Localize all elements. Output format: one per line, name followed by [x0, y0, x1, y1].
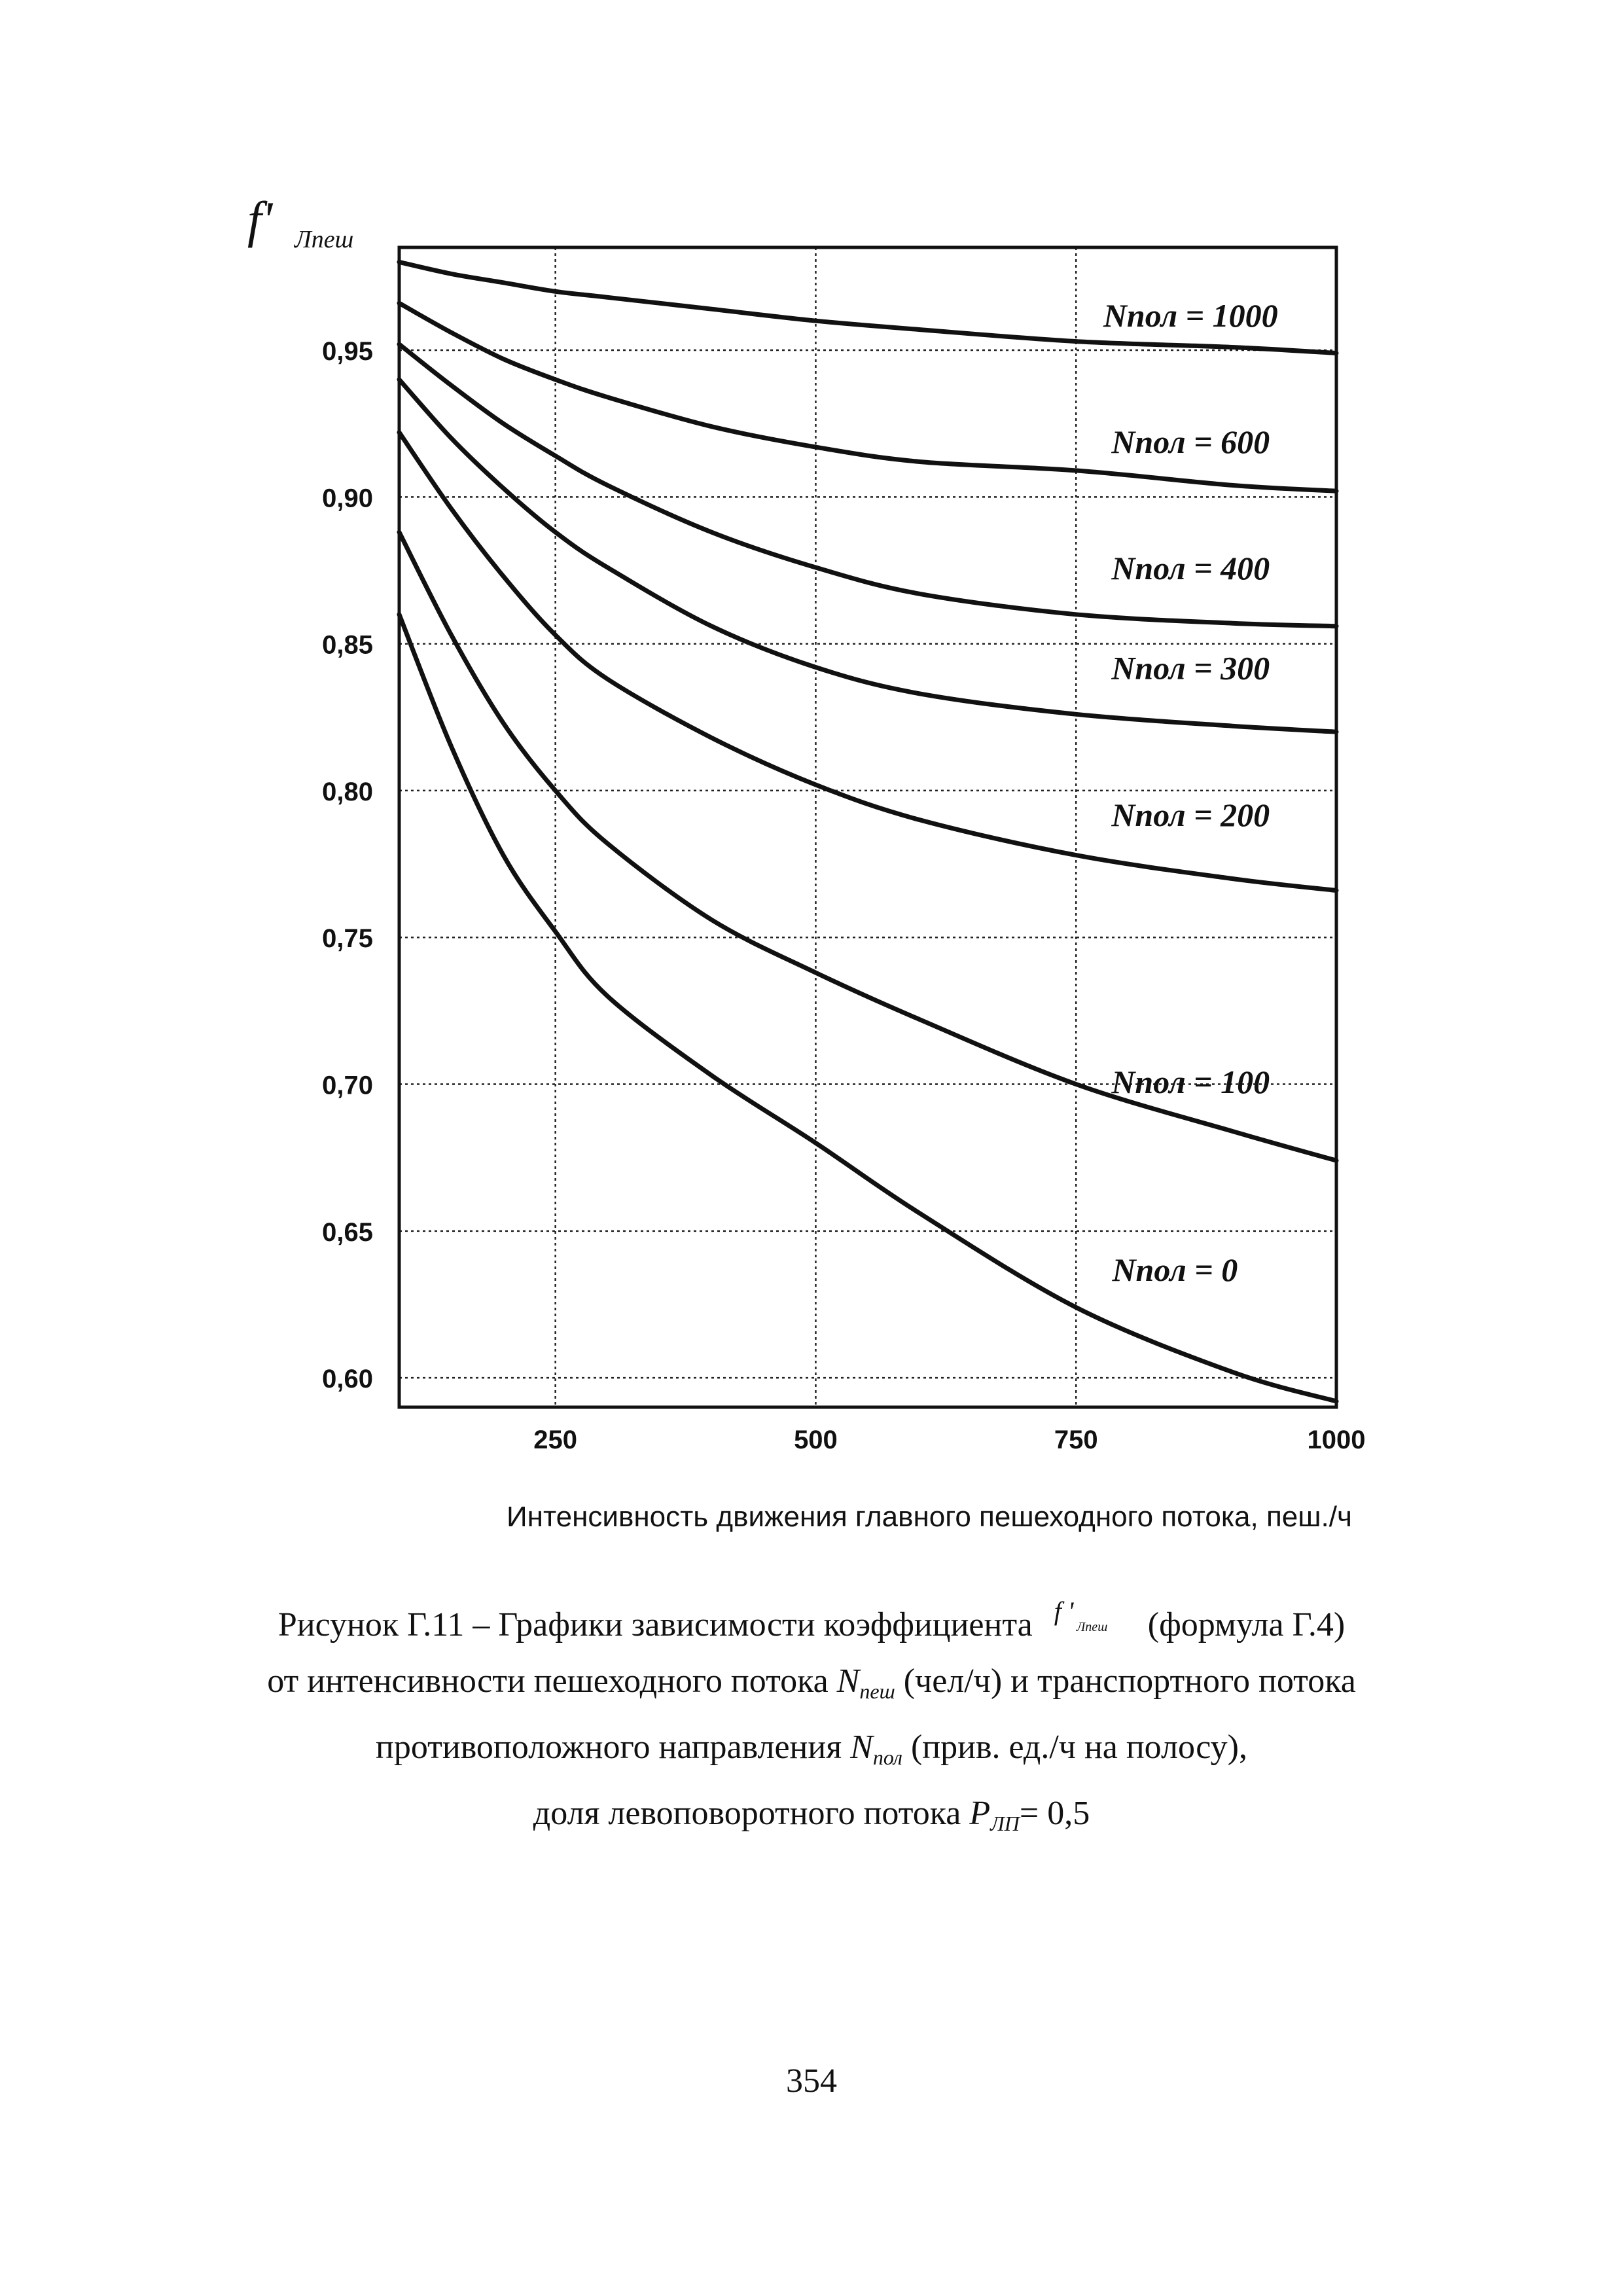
x-axis-label: Интенсивность движения главного пешеходного потока, пеш./ч	[507, 1501, 1352, 1533]
curve-label: Nпол = 0	[1112, 1251, 1238, 1289]
curve-label: Nпол = 400	[1111, 549, 1270, 586]
curve-labels	[1103, 297, 1278, 1288]
caption-line-3: противоположного направления $N_{пол}$ (прив. ед./ч на полосу),	[376, 1729, 1247, 1769]
curve-label: Nпол = 200	[1111, 796, 1270, 833]
y-tick-label: 0,95	[322, 337, 373, 367]
curve-label: Nпол = 100	[1111, 1063, 1270, 1100]
x-tick-label: 1000	[1307, 1426, 1366, 1454]
y-tick-label: 0,70	[322, 1071, 373, 1100]
caption-line-4: доля левоповоротного потока $P_{ЛП}= 0,5$	[533, 1795, 1090, 1835]
y-axis-title	[247, 191, 353, 253]
page-number: 354	[786, 2062, 837, 2100]
y-axis-subscript: Лпеш	[294, 226, 354, 253]
y-tick-label: 0,60	[322, 1365, 373, 1394]
y-tick-label: 0,65	[322, 1217, 373, 1247]
curve-label: Nпол = 600	[1111, 423, 1270, 461]
y-tick-label: 0,75	[322, 924, 373, 954]
y-tick-label: 0,80	[322, 777, 373, 806]
y-axis-symbol: f'	[247, 191, 273, 248]
figure-caption	[131, 1597, 1492, 1852]
caption-line-2: от интенсивности пешеходного потока $N_{пеш}$ (чел/ч) и транспортного потока	[267, 1662, 1356, 1703]
f-coefficient-symbol: f ' Лпеш	[1054, 1596, 1108, 1634]
x-tick-label: 750	[1054, 1426, 1098, 1454]
curve-label: Nпол = 1000	[1103, 297, 1278, 334]
y-tick-label: 0,90	[322, 484, 373, 513]
y-tick-label: 0,85	[322, 630, 373, 660]
curve-label: Nпол = 300	[1111, 649, 1270, 687]
caption-line-1: Рисунок Г.11 – Графики зависимости коэффициента f ' Лпеш (формула Г.4)	[277, 1596, 1346, 1643]
x-tick-label: 250	[533, 1426, 578, 1454]
x-tick-label: 500	[794, 1426, 838, 1454]
